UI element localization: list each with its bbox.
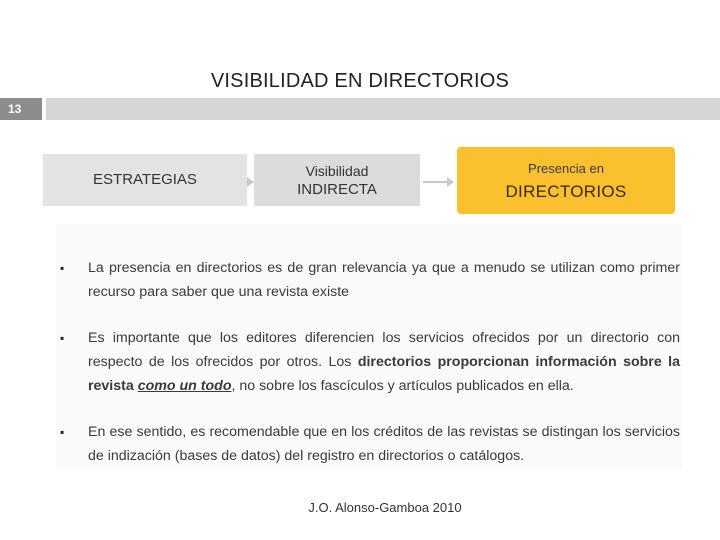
bullet-text-2-underline: como un todo [137, 378, 232, 394]
bullet-item-1 [60, 256, 680, 304]
indirect-label: INDIRECTA [297, 181, 377, 198]
directories-presence-box [457, 147, 675, 214]
indirect-visibility-box [254, 154, 420, 206]
bullet-item-2 [60, 326, 680, 398]
bullet-list [60, 256, 680, 490]
bullet-text-1: La presencia en directorios es de gran relevancia ya que a menudo se utilizan como primer recurso para saber que una revista existe [88, 260, 680, 300]
bullet-marker: ▪ [60, 261, 65, 275]
visibility-label: Visibilidad [305, 163, 369, 179]
slide-number-bar [0, 98, 720, 120]
bullet-text-2b: , no sobre los fascículos y artículos publicados en ella. [231, 378, 574, 394]
flow-arrow-2 [423, 181, 453, 183]
bullet-text-3: En ese sentido, es recomendable que en los créditos de las revistas se distingan los servicios de indización (bases de datos) del registro en directorios o catálogos. [88, 424, 680, 464]
bullet-text-2a: Es importante que los editores diferencien los servicios ofrecidos por un directorio con respecto de los ofrecidos por otros. Los [88, 330, 680, 370]
bullet-marker: ▪ [60, 331, 65, 345]
bullet-marker: ▪ [60, 425, 65, 439]
flow-arrow-1 [249, 181, 253, 183]
presence-label: Presencia en [528, 161, 604, 176]
footer-credit: J.O. Alonso-Gamboa 2010 [308, 500, 462, 515]
directories-label: DIRECTORIOS [505, 182, 627, 201]
slide-number: 13 [0, 98, 42, 120]
strategies-box [43, 154, 247, 206]
slide-title: VISIBILIDAD EN DIRECTORIOS [210, 70, 510, 92]
bullet-text-2-bold: directorios proporcionan información sobre la revista [88, 354, 680, 394]
bullet-item-3 [60, 420, 680, 468]
header-strip [46, 98, 720, 120]
strategies-label: ESTRATEGIAS [93, 171, 197, 188]
